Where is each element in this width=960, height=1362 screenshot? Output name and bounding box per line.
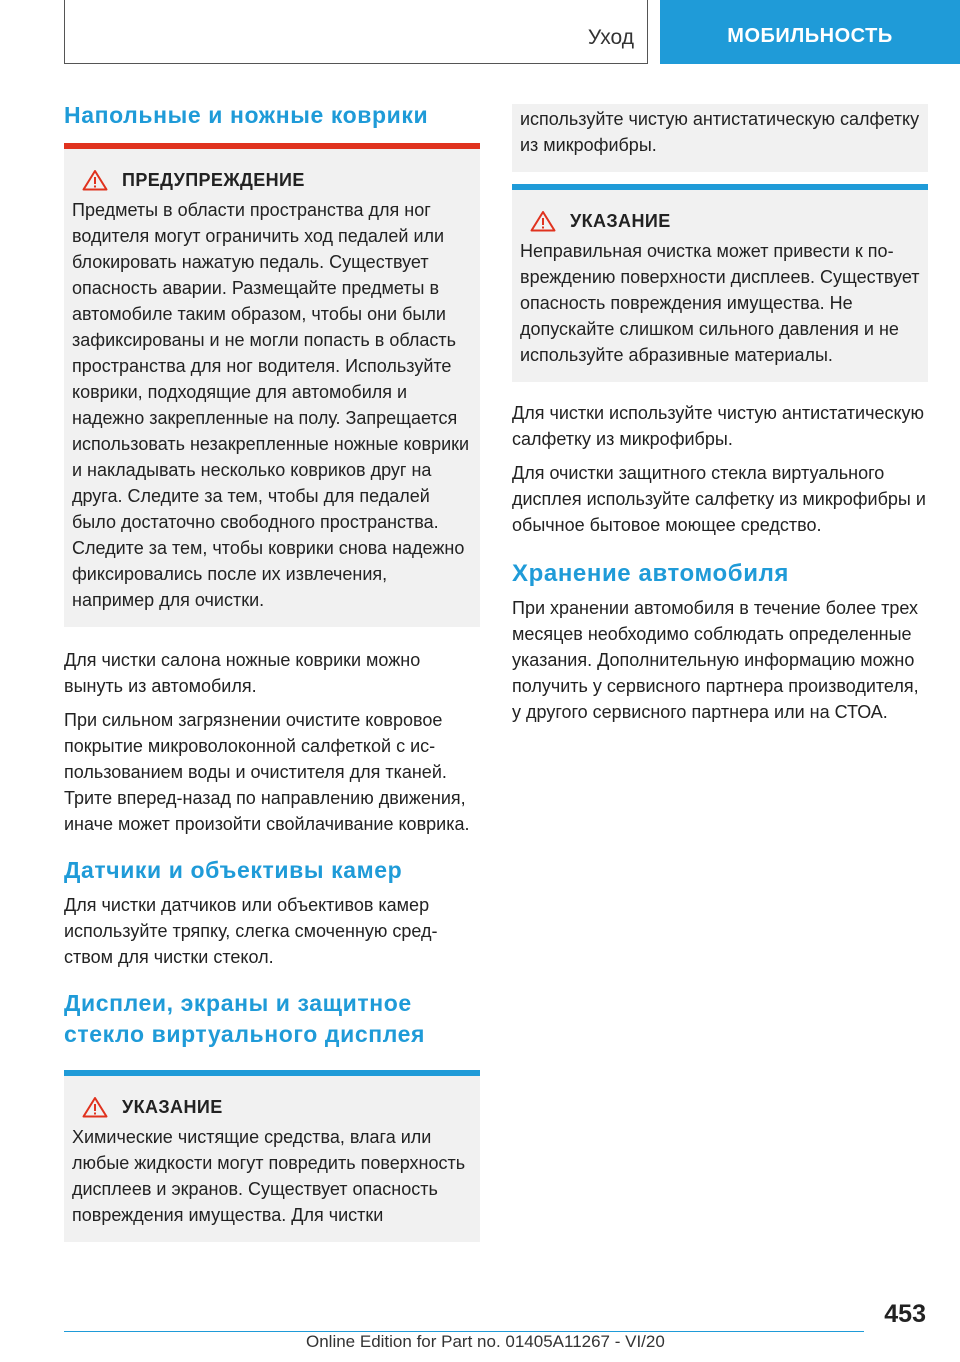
warning-box: [64, 143, 480, 627]
warning-title: ПРЕДУПРЕЖДЕНИЕ: [122, 169, 305, 190]
paragraph-storage: При хранении автомобиля в течение более трех месяцев необходимо соблюдать определенные указания. Дополнительную информацию можно получить у сервисного партнера производителя, у другого сервисного партнера или на СТОА.: [512, 598, 919, 722]
warning-triangle-icon: [530, 210, 556, 232]
warning-triangle-icon: [82, 169, 108, 191]
paragraph-remove-mats: Для чистки салона ножные коврики можно вынуть из автомобиля.: [64, 650, 421, 696]
notice-continuation: [512, 104, 928, 172]
notice-text: Химические чистящие средства, влага или любые жидкости могут повредить поверхность дисплеев и экранов. Существует опасность повреждения имущества. Для чистки: [72, 1127, 466, 1225]
chapter-tab[interactable]: МОБИЛЬНОСТЬ: [660, 0, 960, 64]
notice2-title: УКАЗАНИЕ: [570, 210, 671, 231]
notice2-text: Неправильная очистка может привести к повреждению поверхности дисплеев. Существует опасность повреждения имущества. Не допускайте слишком сильного давления и не используйте абразивные материалы.: [520, 241, 920, 365]
heading-storage: Хранение автомобиля: [512, 560, 790, 587]
warning-triangle-icon: [82, 1096, 108, 1118]
paragraph-antistatic: Для чистки используйте чистую антистатическую салфетку из микрофибры.: [512, 403, 925, 449]
heading-displays: Дисплеи, экраны и защитное стекло виртуального дисплея: [64, 990, 426, 1047]
header-section-label: Уход: [587, 26, 634, 49]
heading-sensors: Датчики и объективы камер: [64, 857, 403, 883]
paragraph-sensors: Для чистки датчиков или объективов камер используйте тряпку, слегка смоченную средством для чистки стекол.: [64, 895, 438, 967]
notice-box: [64, 1070, 480, 1242]
paragraph-virtual-display: Для очистки защитного стекла виртуального дисплея используйте салфетку из микрофибры и обычное бытовое моющее средство.: [512, 463, 926, 535]
warning-header: [72, 169, 472, 191]
page-number: 453: [884, 1300, 926, 1328]
warning-text: Предметы в области пространства для ног водителя могут ограничить ход педалей или блокировать нажатую педаль. Существует опасность аварии. Размещайте предметы в автомобиле таким образом, чтобы они были зафиксированы и не могли попасть в область пространства для ног водителя. Используйте коврики, подходящие для автомобиля и надежно закрепленные на полу. Запрещается использовать незакрепленные ножные коврики и накладывать несколько ковриков друг на друга. Следите за тем, чтобы для педалей было достаточно свободного пространства. Следите за тем, чтобы коврики снова надежно фиксировались после их извлечения, например для очистки.: [72, 200, 470, 610]
notice2-header: [520, 210, 920, 232]
notice-title: УКАЗАНИЕ: [122, 1096, 223, 1117]
header-frame: [64, 0, 648, 64]
notice-continuation-text: используйте чистую антистатическую салфетку из микрофибры.: [520, 109, 920, 155]
right-column: [512, 104, 928, 725]
notice-box-2: [512, 184, 928, 382]
left-column: [64, 100, 480, 1242]
paragraph-heavy-dirt: При сильном загрязнении очистите ковровое покрытие микроволоконной салфеткой с использованием воды и очистителя для тканей. Трите вперед-назад по направлению движения, иначе может произойти свойлачивание коврика.: [64, 710, 470, 834]
footer-edition: Online Edition for Part no. 01405A11267 - VI/20: [306, 1332, 665, 1351]
notice-header: [72, 1096, 472, 1118]
heading-mats: Напольные и ножные коврики: [64, 102, 429, 128]
